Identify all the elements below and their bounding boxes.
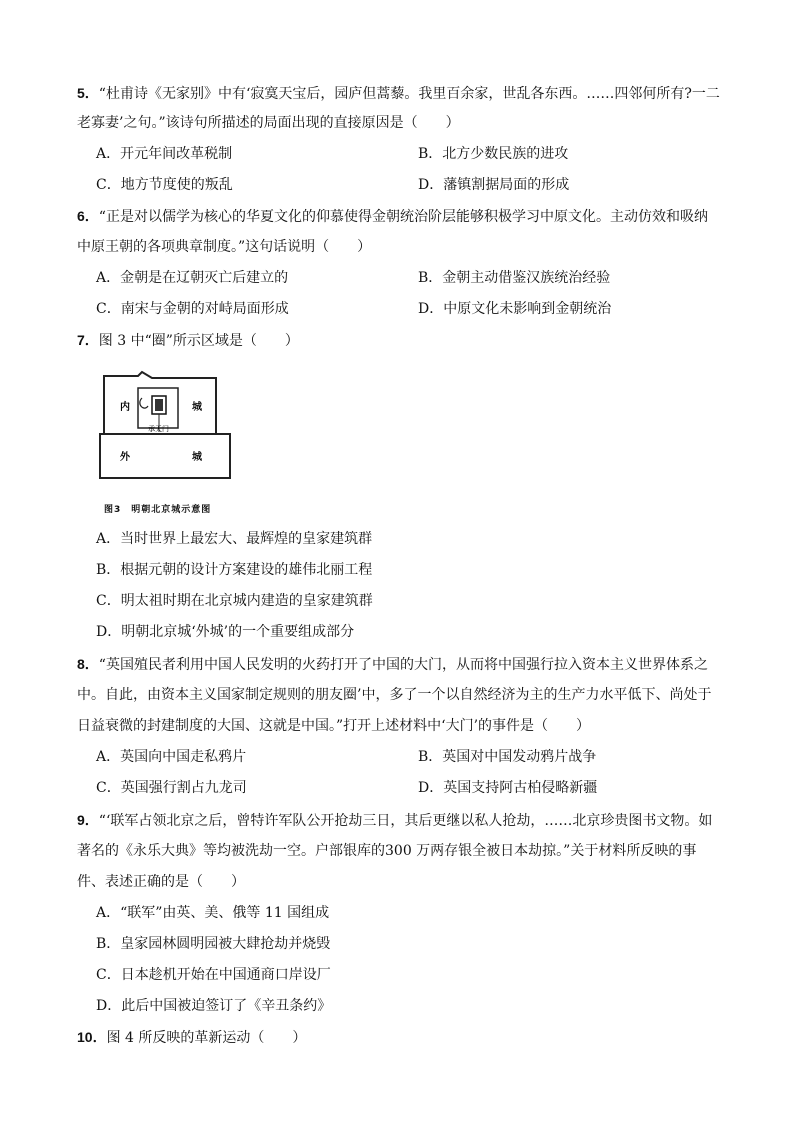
q7-option-a[interactable]: A．当时世界上最宏大、最辉煌的皇家建筑群 — [96, 531, 373, 547]
q6-option-b[interactable]: B．金朝主动借鉴汉族统治经验 — [418, 270, 611, 286]
q7-text: 图 3 中“圈”所示区域是（ ） — [98, 333, 299, 349]
figure-3-caption: 图3 明朝北京城示意图 — [104, 505, 212, 515]
q9-option-c[interactable]: C．日本趁机开始在中国通商口岸设厂 — [96, 967, 331, 983]
inner-city-label-right: 城 — [192, 402, 202, 413]
q7-number: 7． — [77, 332, 99, 348]
q6-option-c[interactable]: C．南宋与金朝的对峙局面形成 — [96, 301, 289, 317]
q5-text: “杜甫诗《无家别》中有‘寂寞天宝后，园庐但蒿藜。我里百余家，世乱各东西。……四邻何所有?一二 — [98, 86, 720, 102]
q6-option-d[interactable]: D．中原文化未影响到金朝统治 — [418, 301, 612, 317]
q5-option-c[interactable]: C．地方节度使的叛乱 — [96, 177, 233, 193]
q10-text: 图 4 所反映的革新运动（ ） — [106, 1030, 307, 1046]
outer-city-label-left: 外 — [120, 452, 130, 463]
q9-line1 — [77, 811, 712, 830]
q5-option-d[interactable]: D．藩镇割据局面的形成 — [418, 177, 570, 193]
q8-text: “英国殖民者利用中国人民发明的火药打开了中国的大门，从而将中国强行拉入资本主义世界体系之 — [98, 657, 708, 673]
q5-line1 — [77, 84, 720, 103]
palace-fill — [155, 399, 163, 411]
q8-option-c[interactable]: C．英国强行割占九龙司 — [96, 780, 247, 796]
q5-option-b[interactable]: B．北方少数民族的进攻 — [418, 146, 569, 162]
gate-label: 承天门 — [148, 425, 169, 433]
q10-number: 10． — [77, 1029, 107, 1045]
q10-line1 — [77, 1028, 306, 1047]
inner-city-label-left: 内 — [120, 402, 130, 413]
q7-option-d[interactable]: D．明朝北京城‘外城’的一个重要组成部分 — [96, 624, 355, 640]
q6-text: “正是对以儒学为核心的华夏文化的仰慕使得金朝统治阶层能够积极学习中原文化。主动仿效和吸纳 — [98, 209, 708, 225]
q8-option-d[interactable]: D．英国支持阿古柏侵略新疆 — [418, 780, 598, 796]
outer-city-label-right: 城 — [192, 452, 202, 463]
beijing-city-map — [96, 368, 236, 488]
q6-option-a[interactable]: A．金朝是在辽朝灭亡后建立的 — [96, 270, 289, 286]
q8-number: 8． — [77, 656, 99, 672]
q5-number: 5． — [77, 85, 99, 101]
q5-option-a[interactable]: A．开元年间改革税制 — [96, 146, 233, 162]
q7-option-b[interactable]: B．根据元朝的设计方案建设的雄伟北丽工程 — [96, 562, 373, 578]
q9-option-b[interactable]: B．皇家园林圆明园被大肆抢劫并烧毁 — [96, 936, 331, 952]
q5-line2: 老寡妻’之句。”该诗句所描述的局面出现的直接原因是（ ） — [77, 115, 460, 131]
q7-line1 — [77, 331, 299, 350]
q9-text: “‘联军占领北京之后，曾特许军队公开抢劫三日，其后更继以私人抢劫，……北京珍贵图书文物。如 — [98, 813, 713, 829]
q9-line2: 著名的《永乐大典》等均被洗劫一空。户部银库的300 万两存银全被日本劫掠。”关于材料所反映的事 — [77, 843, 697, 859]
q9-number: 9． — [77, 812, 99, 828]
q7-option-c[interactable]: C．明太祖时期在北京城内建造的皇家建筑群 — [96, 593, 373, 609]
q8-line1 — [77, 655, 708, 674]
lake-outline — [140, 398, 148, 408]
q9-option-a[interactable]: A．“联军”由英、美、俄等 11 国组成 — [96, 905, 330, 921]
q9-option-d[interactable]: D．此后中国被迫签订了《辛丑条约》 — [96, 998, 332, 1014]
beijing-city-map-figure — [96, 368, 236, 488]
q8-line3: 日益衰微的封建制度的大国、这就是中国。”打开上述材料中‘大门’的事件是（ ） — [77, 718, 591, 734]
q6-number: 6． — [77, 208, 99, 224]
q6-line2: 中原王朝的各项典章制度。”这句话说明（ ） — [77, 239, 372, 255]
q9-line3: 件、表述正确的是（ ） — [77, 874, 245, 890]
q8-option-a[interactable]: A．英国向中国走私鸦片 — [96, 749, 247, 765]
q8-line2: 中。自此，由资本主义国家制定规则的朋友圈’中，多了一个以自然经济为主的生产力水平低下、尚处于 — [77, 687, 712, 703]
q6-line1 — [77, 207, 708, 226]
q8-option-b[interactable]: B．英国对中国发动鸦片战争 — [418, 749, 597, 765]
